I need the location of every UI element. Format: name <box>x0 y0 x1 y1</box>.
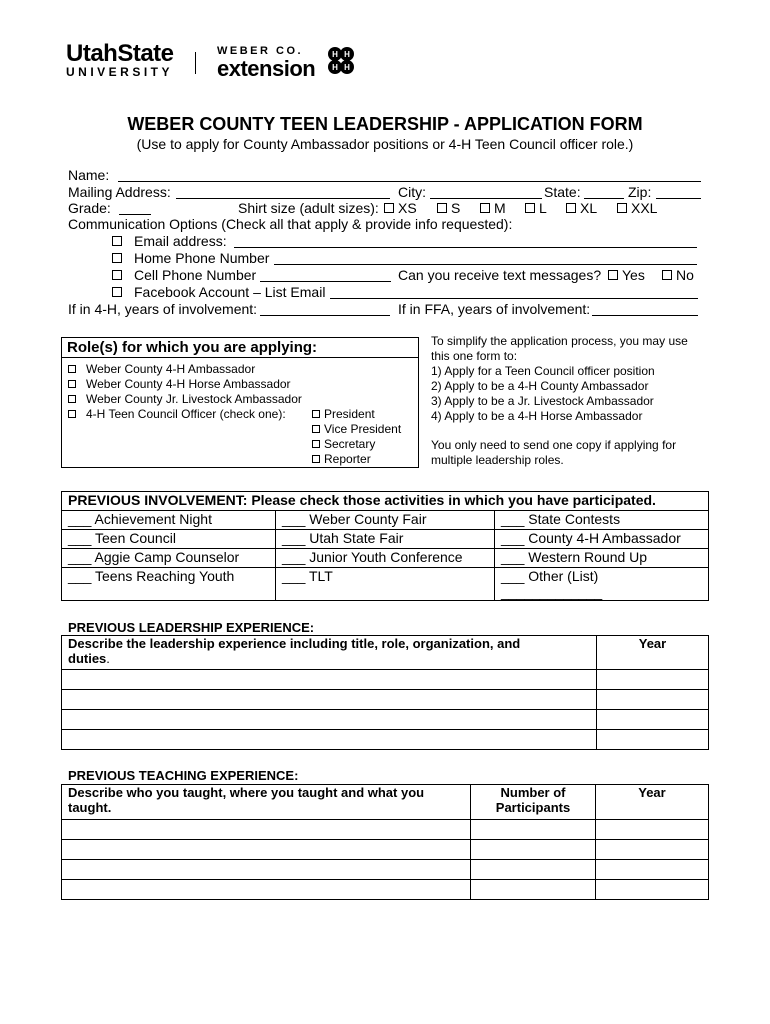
zip-field[interactable] <box>656 198 701 199</box>
extension-logo-line2: extension <box>217 56 316 81</box>
teaching-row-cell[interactable] <box>596 880 709 900</box>
size-m-checkbox[interactable] <box>480 203 490 213</box>
size-l[interactable] <box>525 200 547 216</box>
city-field[interactable] <box>430 198 542 199</box>
teaching-col-participants <box>471 785 596 820</box>
involvement-heading: PREVIOUS INVOLVEMENT: Please check those activities in which you have participated. <box>62 492 709 511</box>
leadership-col-description-period: . <box>106 651 110 666</box>
role-label: 4-H Teen Council Officer (check one): <box>86 407 286 421</box>
role-item[interactable] <box>68 392 302 406</box>
leadership-row-cell[interactable] <box>597 670 709 690</box>
involvement-item[interactable]: ___ County 4-H Ambassador <box>495 530 709 549</box>
role-label: Weber County 4-H Ambassador <box>86 362 256 376</box>
roles-heading-rule <box>61 357 418 358</box>
text-no-option[interactable] <box>662 267 694 283</box>
usu-logo-line2: UNIVERSITY <box>66 65 174 79</box>
instructions-note <box>431 334 688 468</box>
cell-phone-field[interactable] <box>260 281 391 282</box>
size-l-label: L <box>539 200 547 216</box>
clover-icon <box>324 44 358 78</box>
size-xxl-checkbox[interactable] <box>617 203 627 213</box>
cell-phone-checkbox[interactable] <box>112 270 122 280</box>
teaching-row-cell[interactable] <box>471 820 596 840</box>
text-question: Can you receive text messages? <box>398 267 602 283</box>
leadership-col-description-line1: Describe the leadership experience including title, role, organization, and <box>68 636 521 651</box>
role-item[interactable] <box>68 377 291 391</box>
text-no-label: No <box>676 267 694 283</box>
svg-text:H: H <box>344 63 350 72</box>
officer-option[interactable] <box>312 407 375 421</box>
officer-checkbox[interactable] <box>312 440 320 448</box>
officer-option[interactable] <box>312 452 371 466</box>
teaching-row-cell[interactable] <box>62 880 471 900</box>
grade-label: Grade: <box>68 200 111 216</box>
involvement-item[interactable]: ___ Western Round Up <box>495 549 709 568</box>
facebook-field[interactable] <box>330 298 698 299</box>
teaching-row-cell[interactable] <box>471 860 596 880</box>
teaching-row-cell[interactable] <box>62 820 471 840</box>
size-s[interactable] <box>437 200 460 216</box>
size-xxl-label: XXL <box>631 200 658 216</box>
leadership-row-cell[interactable] <box>597 710 709 730</box>
state-label: State: <box>544 184 581 200</box>
facebook-label: Facebook Account – List Email <box>134 284 326 300</box>
name-label: Name: <box>68 167 110 183</box>
role-item[interactable] <box>68 362 255 376</box>
email-label: Email address: <box>134 233 227 249</box>
city-label: City: <box>398 184 426 200</box>
usu-logo <box>66 40 178 79</box>
size-s-checkbox[interactable] <box>437 203 447 213</box>
involvement-item[interactable]: ___ TLT <box>276 568 495 601</box>
officer-option[interactable] <box>312 422 401 436</box>
home-phone-checkbox[interactable] <box>112 253 122 263</box>
teaching-row-cell[interactable] <box>596 820 709 840</box>
email-checkbox[interactable] <box>112 236 122 246</box>
officer-label: President <box>324 407 375 421</box>
svg-text:H: H <box>332 63 338 72</box>
role-checkbox[interactable] <box>68 410 76 418</box>
mailing-field[interactable] <box>176 198 390 199</box>
involvement-item[interactable]: ___ Achievement Night <box>62 511 276 530</box>
note-line: To simplify the application process, you may use <box>431 334 688 348</box>
leadership-table <box>61 635 709 750</box>
teaching-row-cell[interactable] <box>62 860 471 880</box>
teaching-col-year: Year <box>596 785 709 820</box>
role-checkbox[interactable] <box>68 380 76 388</box>
leadership-heading: PREVIOUS LEADERSHIP EXPERIENCE: <box>68 620 315 635</box>
teaching-col-description-line2: taught. <box>68 800 112 815</box>
teaching-row-cell[interactable] <box>596 840 709 860</box>
leadership-col-year: Year <box>597 636 709 670</box>
involvement-item[interactable]: ___ Other (List) _____________ <box>495 568 709 601</box>
involvement-item[interactable]: ___ Teens Reaching Youth <box>62 568 276 601</box>
involvement-item[interactable]: ___ State Contests <box>495 511 709 530</box>
teaching-row-cell[interactable] <box>62 840 471 860</box>
officer-checkbox[interactable] <box>312 410 320 418</box>
home-phone-option[interactable] <box>112 250 269 266</box>
roles-heading: Role(s) for which you are applying: <box>67 339 318 356</box>
email-option[interactable] <box>112 233 227 249</box>
teaching-row-cell[interactable] <box>471 840 596 860</box>
leadership-row-cell[interactable] <box>62 690 597 710</box>
officer-label: Secretary <box>324 437 376 451</box>
home-phone-field[interactable] <box>274 264 697 265</box>
leadership-row-cell[interactable] <box>62 710 597 730</box>
page-subtitle: (Use to apply for County Ambassador positions or 4-H Teen Council officer role.) <box>136 136 634 152</box>
officer-option[interactable] <box>312 437 375 451</box>
zip-label: Zip: <box>628 184 652 200</box>
facebook-checkbox[interactable] <box>112 287 122 297</box>
note-line: You only need to send one copy if applying for <box>431 438 677 452</box>
size-xxl[interactable] <box>617 200 657 216</box>
role-label: Weber County 4-H Horse Ambassador <box>86 377 291 391</box>
text-yes-checkbox[interactable] <box>608 270 618 280</box>
role-label: Weber County Jr. Livestock Ambassador <box>86 392 302 406</box>
extension-logo <box>217 44 315 80</box>
note-line: 4) Apply to be a 4-H Horse Ambassador <box>431 409 643 423</box>
ffa-years-label: If in FFA, years of involvement: <box>398 301 591 317</box>
teaching-row-cell[interactable] <box>596 860 709 880</box>
state-field[interactable] <box>584 198 624 199</box>
teaching-row-cell[interactable] <box>471 880 596 900</box>
svg-text:H: H <box>332 50 338 59</box>
usu-logo-line1: UtahState <box>66 40 174 67</box>
size-xs-checkbox[interactable] <box>384 203 394 213</box>
teaching-col-description <box>62 785 471 820</box>
involvement-item[interactable]: ___ Aggie Camp Counselor <box>62 549 276 568</box>
mailing-label: Mailing Address: <box>68 184 171 200</box>
involvement-item[interactable]: ___ Junior Youth Conference <box>276 549 495 568</box>
page-title: WEBER COUNTY TEEN LEADERSHIP - APPLICATION FORM <box>127 114 643 134</box>
ffa-years-field[interactable] <box>592 315 698 316</box>
grade-field[interactable] <box>119 214 151 215</box>
officer-label: Reporter <box>324 452 371 466</box>
involvement-item[interactable]: ___ Utah State Fair <box>276 530 495 549</box>
size-s-label: S <box>451 200 461 216</box>
size-m[interactable] <box>480 200 506 216</box>
leadership-col-description <box>62 636 597 670</box>
size-xl[interactable] <box>566 200 597 216</box>
leadership-col-description-line2: duties <box>68 651 107 666</box>
comm-label: Communication Options (Check all that apply & provide info requested): <box>68 216 513 232</box>
note-line: 2) Apply to be a 4-H County Ambassador <box>431 379 649 393</box>
note-line: multiple leadership roles. <box>431 453 564 467</box>
email-field[interactable] <box>234 247 697 248</box>
fourh-years-field[interactable] <box>260 315 390 316</box>
teaching-col-participants-line1: Number of <box>500 785 566 800</box>
size-xl-checkbox[interactable] <box>566 203 576 213</box>
role-checkbox[interactable] <box>68 395 76 403</box>
facebook-option[interactable] <box>112 284 325 300</box>
name-field[interactable] <box>118 181 701 182</box>
leadership-row-cell[interactable] <box>62 730 597 750</box>
size-m-label: M <box>494 200 506 216</box>
leadership-row-cell[interactable] <box>62 670 597 690</box>
teaching-col-description-line1: Describe who you taught, where you taught and what you <box>68 785 425 800</box>
involvement-item[interactable]: ___ Teen Council <box>62 530 276 549</box>
role-checkbox[interactable] <box>68 365 76 373</box>
teaching-heading: PREVIOUS TEACHING EXPERIENCE: <box>68 768 299 783</box>
note-line: 1) Apply for a Teen Council officer position <box>431 364 655 378</box>
shirt-label: Shirt size (adult sizes): <box>238 200 379 216</box>
teaching-col-participants-line2: Participants <box>495 800 571 815</box>
officer-checkbox[interactable] <box>312 425 320 433</box>
size-xs[interactable] <box>384 200 417 216</box>
fourh-years-label: If in 4-H, years of involvement: <box>68 301 258 317</box>
leadership-row-cell[interactable] <box>597 690 709 710</box>
text-yes-option[interactable] <box>608 267 645 283</box>
note-line: 3) Apply to be a Jr. Livestock Ambassador <box>431 394 654 408</box>
extension-logo-line1: WEBER CO. <box>217 45 304 57</box>
home-phone-label: Home Phone Number <box>134 250 270 266</box>
teaching-table <box>61 784 709 900</box>
leadership-row-cell[interactable] <box>597 730 709 750</box>
role-item[interactable] <box>68 407 286 421</box>
involvement-table <box>61 491 709 601</box>
size-l-checkbox[interactable] <box>525 203 535 213</box>
cell-phone-label: Cell Phone Number <box>134 267 257 283</box>
involvement-item[interactable]: ___ Weber County Fair <box>276 511 495 530</box>
cell-phone-option[interactable] <box>112 267 256 283</box>
svg-text:H: H <box>344 50 350 59</box>
text-no-checkbox[interactable] <box>662 270 672 280</box>
officer-label: Vice President <box>324 422 402 436</box>
note-line: this one form to: <box>431 349 518 363</box>
text-yes-label: Yes <box>622 267 645 283</box>
officer-checkbox[interactable] <box>312 455 320 463</box>
size-xl-label: XL <box>580 200 598 216</box>
logo-divider <box>195 52 196 74</box>
size-xs-label: XS <box>398 200 417 216</box>
